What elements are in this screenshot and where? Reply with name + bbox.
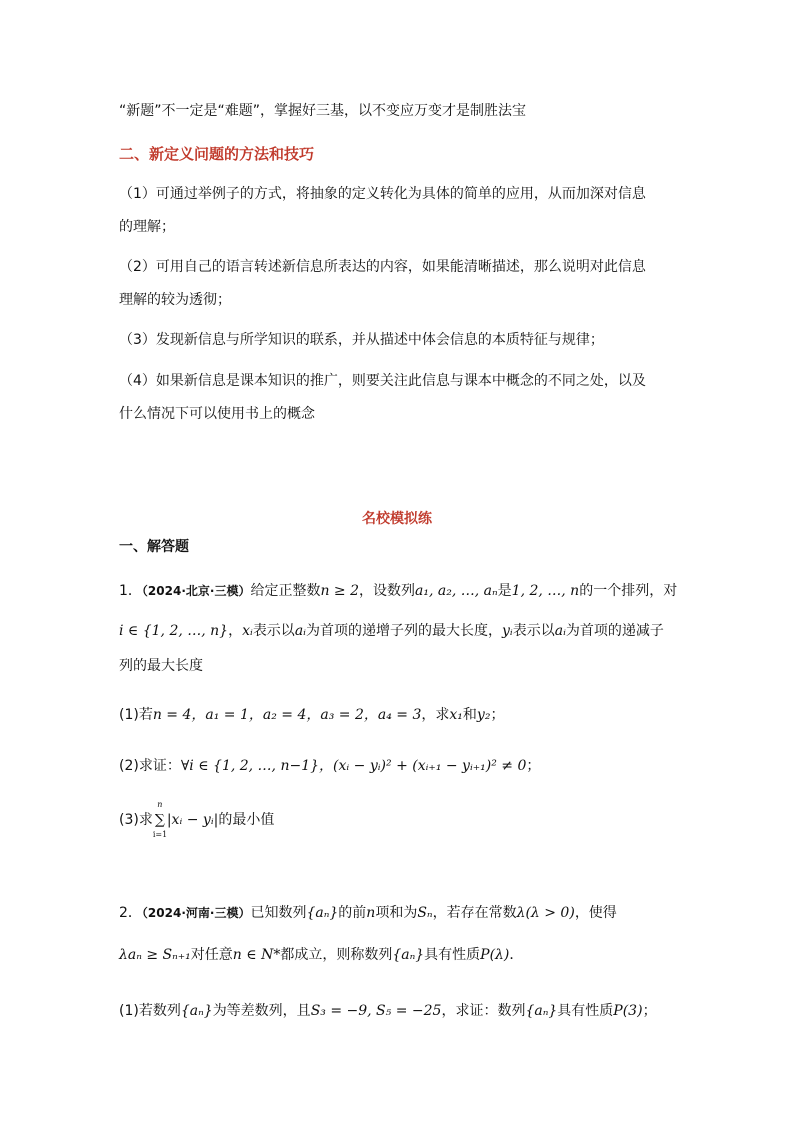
q1-text: 的一个排列，对 — [579, 583, 678, 599]
q1-text: 为首项的递增子列的最大长度， — [305, 623, 502, 639]
q1-math: aᵢ — [294, 623, 306, 639]
q1-text: 为首项的递减子 — [565, 623, 664, 639]
q1-math: xᵢ — [242, 623, 253, 639]
q2-math: {aₙ} — [525, 1003, 558, 1019]
tip-1-line-2: 的理解； — [119, 219, 175, 235]
sum-lower-limit: i=1 — [152, 830, 168, 839]
q2-math: {aₙ} — [306, 905, 339, 921]
q2-text: 都成立，则称数列 — [280, 947, 393, 963]
q2-text: ，求证：数列 — [441, 1003, 526, 1019]
q2-math: P(3) — [613, 1003, 643, 1019]
q2-number: 2． — [119, 905, 142, 921]
q1-text: ； — [490, 707, 505, 723]
q1-math: yᵢ — [501, 623, 513, 639]
q2-part-label: (1)若数列 — [119, 1003, 181, 1019]
q1-text: 给定正整数 — [250, 583, 321, 599]
q1-text: 表示以 — [252, 623, 295, 639]
q1-math: ∀i ∈ {1, 2, …, n−1}，(xᵢ − yᵢ)² + (xᵢ₊₁ − yᵢ₊₁)² ≠ 0 — [180, 758, 527, 774]
q1-text: ，设数列 — [359, 583, 416, 599]
q2-math: n — [366, 905, 376, 921]
q1-text: ，求 — [421, 707, 450, 723]
q1-line-3: 列的最大长度 — [119, 658, 203, 674]
intro-line: “新题”不一定是“难题”，掌握好三基，以不变应万变才是制胜法宝 — [119, 103, 527, 119]
q1-math: n ≥ 2 — [320, 583, 360, 599]
q2-source: （2024·河南·三模） — [141, 906, 251, 920]
summation-symbol: ∑ n i=1 — [152, 800, 168, 839]
q2-math: {aₙ} — [392, 947, 425, 963]
q2-line-2 — [119, 945, 523, 965]
q2-text: 对任意 — [190, 947, 233, 963]
q1-text: ， — [228, 623, 243, 639]
q2-text: ； — [642, 1003, 657, 1019]
q2-math: S₃ = −9, S₅ = −25 — [310, 1003, 442, 1019]
q2-math: {aₙ} — [180, 1003, 213, 1019]
q1-source: （2024·北京·三模） — [141, 584, 251, 598]
q2-text: 为等差数列，且 — [212, 1003, 311, 1019]
practice-subheading: 一、解答题 — [119, 539, 189, 555]
tip-4-line-1: （4）如果新信息是课本知识的推广，则要关注此信息与课本中概念的不同之处，以及 — [119, 373, 646, 389]
tip-2-line-1: （2）可用自己的语言转述新信息所表达的内容，如果能清晰描述，那么说明对此信息 — [119, 259, 646, 275]
q1-math: a₁, a₂, …, aₙ — [415, 583, 498, 599]
q1-line-1 — [119, 581, 677, 601]
q1-text: 是 — [497, 583, 512, 599]
q2-text: 的前 — [338, 905, 367, 921]
q1-math: x₁ — [449, 707, 463, 723]
q2-text: 项和为 — [375, 905, 418, 921]
q1-text: 表示以 — [512, 623, 555, 639]
q1-math: 1, 2, …, n — [511, 583, 580, 599]
q2-text: 已知数列 — [250, 905, 307, 921]
tip-1-line-1: （1）可通过举例子的方式，将抽象的定义转化为具体的简单的应用，从而加深对信息 — [119, 186, 646, 202]
q1-math: n = 4，a₁ = 1，a₂ = 4，a₃ = 2，a₄ = 3 — [152, 707, 422, 723]
q2-math: n ∈ N* — [232, 947, 281, 963]
q1-text: 和 — [462, 707, 477, 723]
q2-text: 具有性质 — [557, 1003, 614, 1019]
practice-title: 名校模拟练 — [362, 511, 432, 527]
q1-part-label: (1)若 — [119, 707, 153, 723]
q1-part-3 — [119, 800, 275, 839]
q1-part-label: (3)求 — [119, 812, 153, 828]
q1-math: y₂ — [476, 707, 491, 723]
q1-text: 的最小值 — [218, 812, 275, 828]
sum-upper-limit: n — [157, 800, 163, 809]
q2-text: ． — [509, 947, 524, 963]
q2-line-1 — [119, 903, 617, 923]
q2-math: P(λ) — [480, 947, 510, 963]
section-heading: 二、新定义问题的方法和技巧 — [119, 145, 315, 163]
q1-line-2 — [119, 621, 664, 641]
q1-number: 1． — [119, 583, 142, 599]
q2-text: ，若存在常数 — [432, 905, 517, 921]
q1-math: aᵢ — [554, 623, 566, 639]
q1-part-2 — [119, 756, 540, 776]
q1-part-1 — [119, 705, 504, 725]
q2-math: Sₙ — [417, 905, 433, 921]
q2-math: λ(λ > 0) — [516, 905, 575, 921]
q1-math: |xᵢ − yᵢ| — [166, 812, 219, 828]
q1-part-label: (2)求证： — [119, 758, 181, 774]
q2-math: λaₙ ≥ Sₙ₊₁ — [119, 947, 191, 963]
q2-text: ，使得 — [574, 905, 617, 921]
q1-math: i ∈ {1, 2, …, n} — [119, 623, 229, 639]
q1-text: ； — [526, 758, 541, 774]
tip-3-line-1: （3）发现新信息与所学知识的联系，并从描述中体会信息的本质特征与规律； — [119, 332, 604, 348]
q2-text: 具有性质 — [424, 947, 481, 963]
tip-4-line-2: 什么情况下可以使用书上的概念 — [119, 406, 315, 422]
q2-part-1 — [119, 1001, 657, 1021]
tip-2-line-2: 理解的较为透彻； — [119, 292, 231, 308]
